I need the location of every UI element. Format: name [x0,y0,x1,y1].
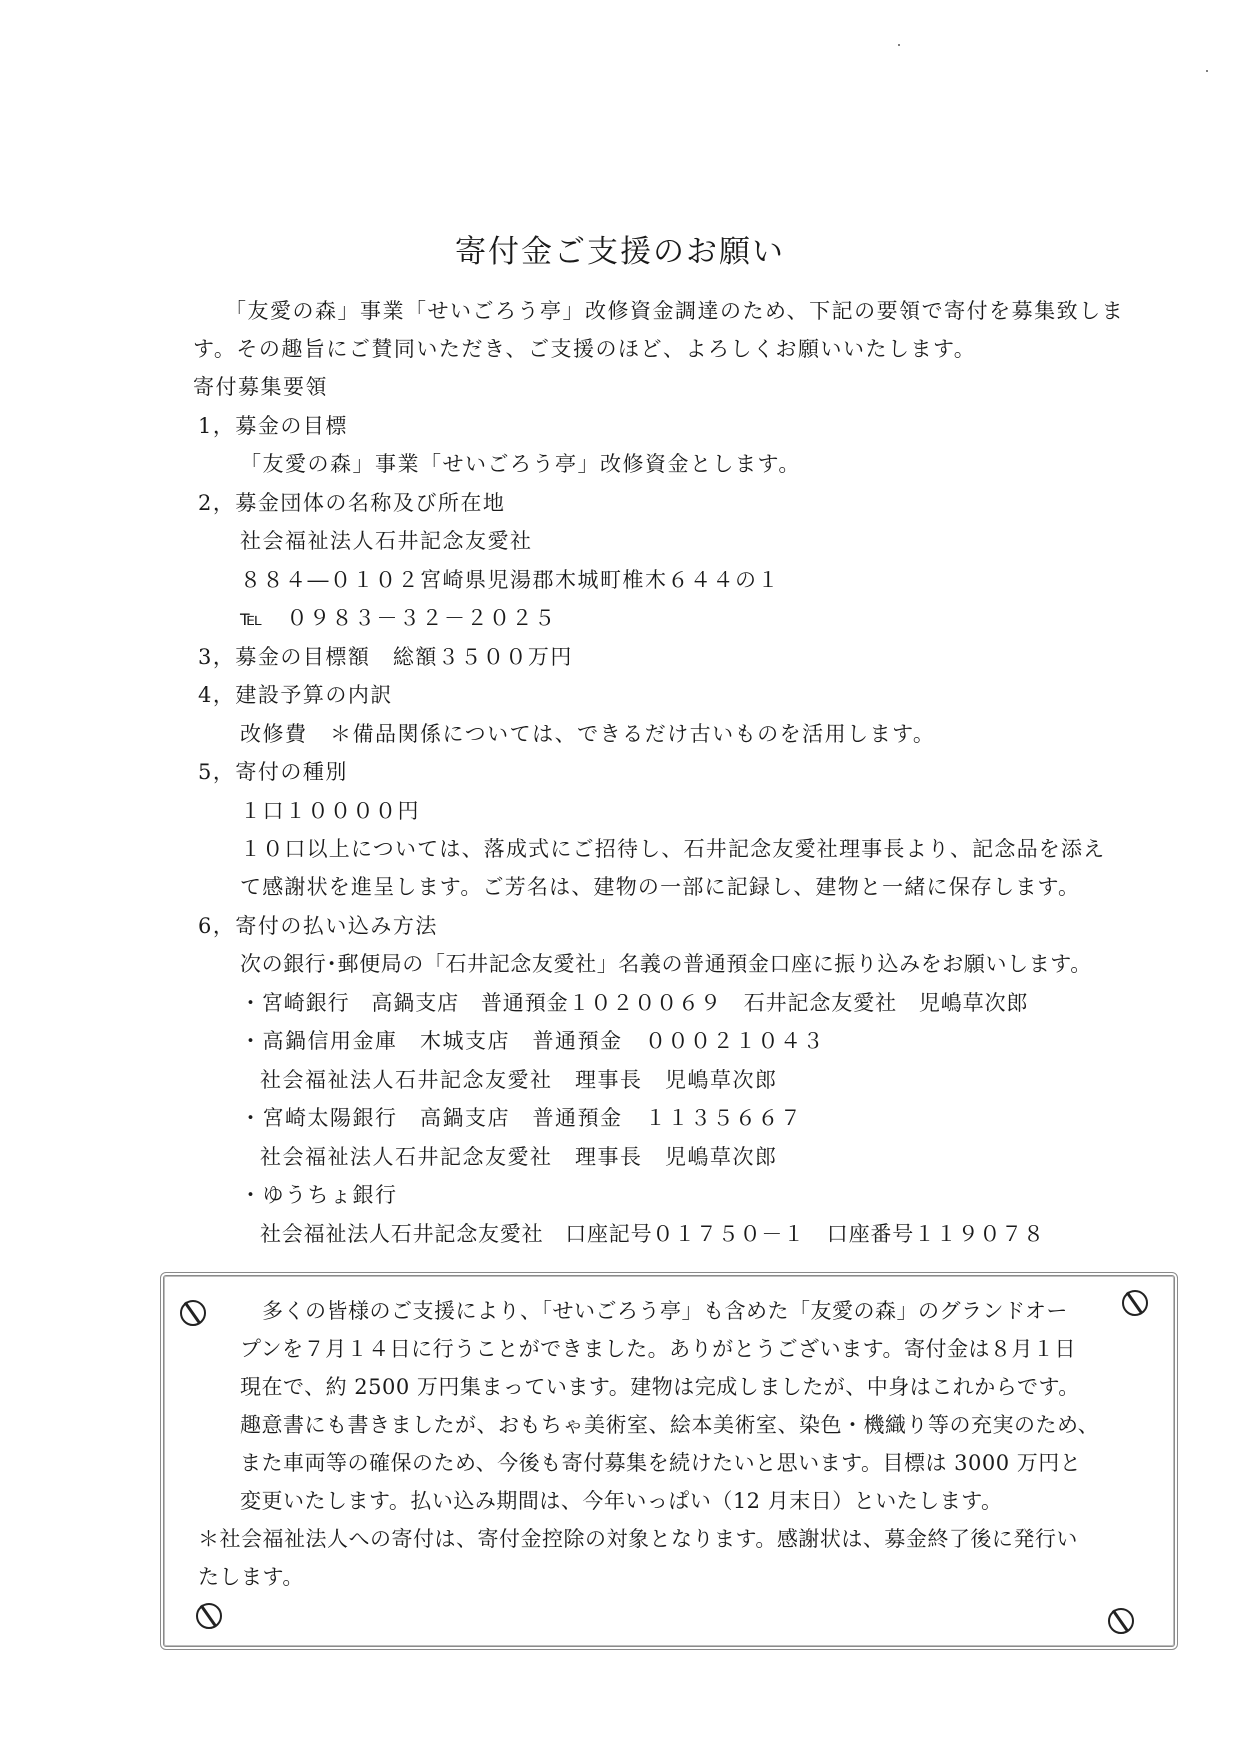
notice-footnote-line-1: ＊社会福祉法人への寄付は、寄付金控除の対象となります。感謝状は、募金終了後に発行い [198,1527,1078,1551]
bank-yucho: ・ゆうちょ銀行 [240,1183,398,1207]
notice-line-4: 趣意書にも書きましたが、おもちゃ美術室、絵本美術室、染色・機織り等の充実のため、 [240,1413,1100,1437]
pushpin-icon [1108,1608,1134,1634]
item-5-unit: １口１００００円 [240,799,420,823]
bank-takanabe-shinkin: ・高鍋信用金庫 木城支店 普通預金 ０００２１０４３ [240,1029,825,1053]
document-title: 寄付金ご支援のお願い [455,234,785,270]
bank-miyazaki: ・宮崎銀行 高鍋支店 普通預金１０２００６９ 石井記念友愛社 児嶋草次郎 [240,991,1029,1015]
item-5-heading: 5，寄付の種別 [198,760,348,784]
notice-line-2: プンを７月１４日に行うことができました。ありがとうございます。寄付金は８月１日 [240,1337,1076,1361]
pushpin-icon [196,1603,222,1629]
organization-address: ８８４―０１０２宮崎県児湯郡木城町椎木６４４の１ [240,568,780,592]
item-5-body-line-2: て感謝状を進呈します。ご芳名は、建物の一部に記録し、建物と一緒に保存します。 [240,875,1081,899]
item-6-heading: 6，寄付の払い込み方法 [198,914,438,938]
item-5-body-line-1: １０口以上については、落成式にご招待し、石井記念友愛社理事長より、記念品を添え [240,837,1106,861]
item-1-heading: 1，募金の目標 [198,414,348,438]
section-heading: 寄付募集要領 [193,375,328,399]
bank-miyazaki-taiyo-holder: 社会福祉法人石井記念友愛社 理事長 児嶋草次郎 [260,1145,778,1169]
bank-miyazaki-taiyo: ・宮崎太陽銀行 高鍋支店 普通預金 １１３５６６７ [240,1106,803,1130]
notice-footnote-line-2: たします。 [198,1565,304,1589]
item-2-heading: 2，募金団体の名称及び所在地 [198,491,506,515]
item-1-body: 「友愛の森」事業「せいごろう亭」改修資金とします。 [240,452,801,476]
item-3-target-amount: 3，募金の目標額 総額３５００万円 [198,645,573,669]
item-6-body: 次の銀行･郵便局の「石井記念友愛社」名義の普通預金口座に振り込みをお願いします。 [240,952,1092,976]
notice-line-5: また車両等の確保のため、今後も寄付募集を続けたいと思います。目標は 3000 万円と [240,1451,1082,1475]
notice-line-1: 多くの皆様のご支援により、「せいごろう亭」も含めた「友愛の森」のグランドオー [262,1299,1068,1323]
notice-line-3: 現在で、約 2500 万円集まっています。建物は完成しましたが、中身はこれからです。 [240,1375,1080,1399]
notice-line-6: 変更いたします。払い込み期間は、今年いっぱい（12 月末日）といたします。 [240,1489,1003,1513]
organization-phone: ℡ ０９８３－３２－２０２５ [240,606,557,630]
item-4-body: 改修費 ＊備品関係については、できるだけ古いものを活用します。 [240,722,936,746]
bank-takanabe-shinkin-holder: 社会福祉法人石井記念友愛社 理事長 児嶋草次郎 [260,1068,778,1092]
intro-line-1: 「友愛の森」事業「せいごろう亭」改修資金調達のため、下記の要領で寄付を募集致しま [225,299,1125,323]
bank-yucho-account: 社会福祉法人石井記念友愛社 口座記号０１７５０－１ 口座番号１１９０７８ [260,1222,1045,1246]
scan-speck [1206,70,1208,72]
pushpin-icon [180,1300,206,1326]
intro-line-2: す。その趣旨にご賛同いただき、ご支援のほど、よろしくお願いいたします。 [193,337,977,361]
scan-speck [898,44,900,46]
item-4-heading: 4，建設予算の内訳 [198,683,393,707]
pushpin-icon [1122,1290,1148,1316]
organization-name: 社会福祉法人石井記念友愛社 [240,529,533,553]
